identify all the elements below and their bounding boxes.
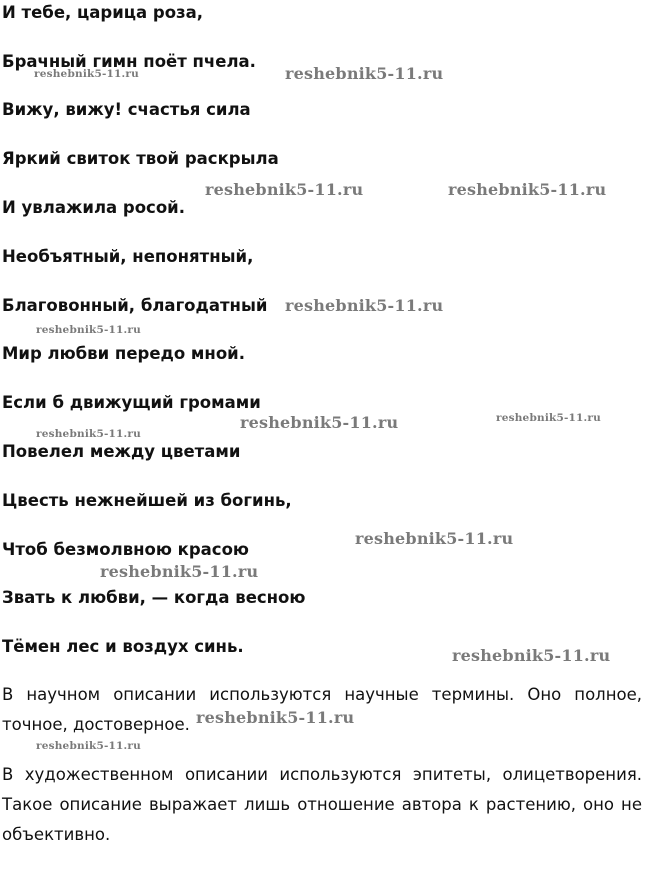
watermark: reshebnik5-11.ru xyxy=(34,68,139,80)
paragraph-artistic: В художественном описании используются эпитеты, олицетворения. Такое описание выражает лишь отношение автора к растению, оно не объективно. xyxy=(2,765,642,844)
poem-line: И увлажила росой. xyxy=(2,198,186,217)
watermark: reshebnik5-11.ru xyxy=(100,562,259,581)
poem-line: Благовонный, благодатный xyxy=(2,296,268,315)
poem-line: Мир любви передо мной. xyxy=(2,344,245,363)
poem-line: Звать к любви, — когда весною xyxy=(2,588,306,607)
paragraph-scientific: В научном описании используются научные термины. Оно полное, точное, достоверное. xyxy=(2,685,642,734)
poem-line: Брачный гимн поёт пчела. xyxy=(2,52,256,71)
poem-line: Тёмен лес и воздух синь. xyxy=(2,637,244,656)
watermark: reshebnik5-11.ru xyxy=(36,324,141,336)
watermark: reshebnik5-11.ru xyxy=(452,646,611,665)
watermark: reshebnik5-11.ru xyxy=(355,529,514,548)
watermark: reshebnik5-11.ru xyxy=(285,296,444,315)
poem-line: Если б движущий громами xyxy=(2,393,261,412)
poem-line: И тебе, царица роза, xyxy=(2,3,204,22)
watermark: reshebnik5-11.ru xyxy=(36,428,141,440)
poem-line: Цвесть нежнейшей из богинь, xyxy=(2,491,292,510)
poem-line: Яркий свиток твой раскрыла xyxy=(2,149,279,168)
poem-line: Необъятный, непонятный, xyxy=(2,247,254,266)
watermark: reshebnik5-11.ru xyxy=(240,413,399,432)
watermark: reshebnik5-11.ru xyxy=(36,740,141,752)
poem-line: Чтоб безмолвною красою xyxy=(2,540,249,559)
watermark: reshebnik5-11.ru xyxy=(196,708,355,727)
poem-line: Повелел между цветами xyxy=(2,442,241,461)
watermark: reshebnik5-11.ru xyxy=(448,180,607,199)
watermark: reshebnik5-11.ru xyxy=(496,412,601,424)
watermark: reshebnik5-11.ru xyxy=(205,180,364,199)
poem-line: Вижу, вижу! счастья сила xyxy=(2,100,251,119)
watermark: reshebnik5-11.ru xyxy=(285,64,444,83)
